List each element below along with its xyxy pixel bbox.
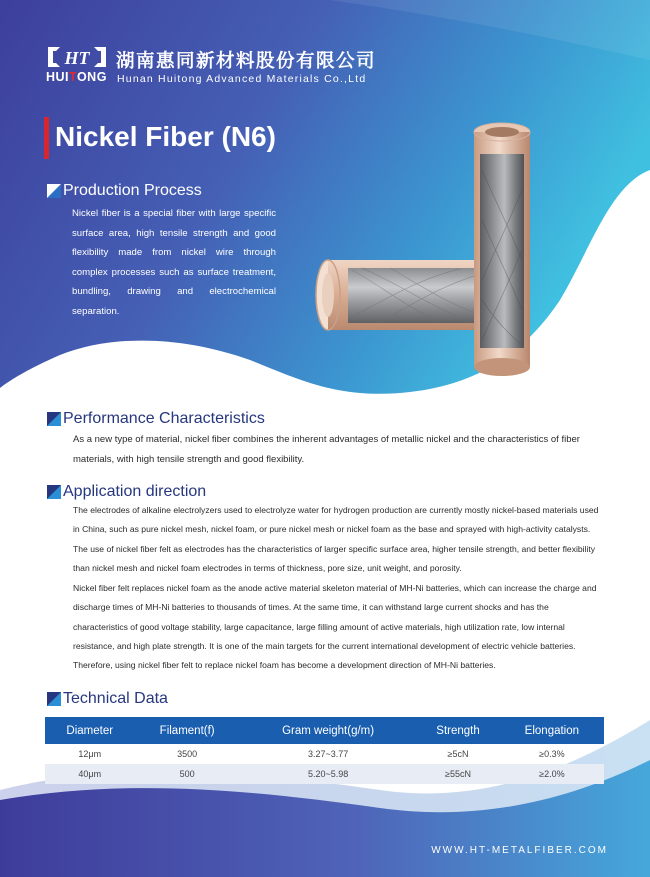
- svg-text:HT: HT: [64, 48, 90, 68]
- technical-data-heading: Technical Data: [63, 690, 168, 707]
- column-header-filament: Filament(f): [134, 717, 239, 744]
- table-cell: 500: [134, 764, 239, 784]
- column-header-diameter: Diameter: [45, 717, 134, 744]
- table-cell: 3.27~3.77: [307, 749, 349, 759]
- table-cell: ≥55cN: [416, 764, 499, 784]
- table-cell: 5.20~5.98: [240, 764, 416, 784]
- company-logo: [46, 44, 108, 88]
- website-url: WWW.HT-METALFIBER.COM: [431, 845, 608, 856]
- table-cell: 3500: [177, 749, 198, 759]
- column-header-strength: Strength: [416, 717, 499, 744]
- table-cell: ≥5cN: [447, 749, 469, 759]
- table-row: [45, 744, 604, 764]
- table-cell: 12μm: [78, 749, 102, 759]
- production-process-text: Nickel fiber is a special fiber with large specific surface area, high tensile strength and good flexibility made from nickel wire through complex processes such as surface treatment, bundling, drawing and electrochemical separation.: [72, 208, 276, 317]
- table-cell: 40μm: [45, 764, 134, 784]
- application-direction-text-2: Nickel fiber felt replaces nickel foam as the anode active material skeleton material of MH-Ni batteries, which can increase the charge and discharge times of MH-Ni batteries to thousands of times. At the same time, it can withstand large current shocks and has the characteristics of good voltage stability, large capacitance, large filling amount of active materials, high utilization rate, low internal resistance, and high plate strength. It is one of the main targets for the current international development of electric vehicle batteries. Therefore, using nickel fiber felt to replace nickel foam has become a development direction of MH-Ni batteries.: [73, 583, 597, 671]
- section-triangle-icon: [47, 485, 61, 499]
- page-title: Nickel Fiber (N6): [55, 121, 276, 152]
- application-direction-heading: Application direction: [63, 483, 207, 500]
- company-name-english: Hunan Huitong Advanced Materials Co.,Ltd: [117, 73, 367, 85]
- performance-characteristics-text: As a new type of material, nickel fiber combines the inherent advantages of metallic nickel and the characteristics of fiber materials, with high tensile strength and good flexibility.: [73, 434, 580, 465]
- section-triangle-icon: [47, 692, 61, 706]
- nickel-fiber-spools-image: [300, 110, 630, 390]
- table-cell: ≥2.0%: [500, 764, 604, 784]
- table-row: [45, 764, 604, 784]
- column-header-elongation: Elongation: [500, 717, 604, 744]
- column-header-gram-weight: Gram weight(g/m): [240, 717, 416, 744]
- company-name-chinese: 湖南惠同新材料股份有限公司: [116, 51, 377, 72]
- title-accent-bar: [44, 117, 49, 159]
- table-cell: ≥0.3%: [539, 749, 565, 759]
- table-header-row: [45, 717, 604, 744]
- technical-data-table: [45, 717, 604, 784]
- application-direction-text-1: The electrodes of alkaline electrolyzers used to electrolyze water for hydrogen production are currently mostly nickel-based materials used in China, such as pure nickel mesh, nickel foam, or pure nickel mesh or nickel foam as the base and sprayed with high-activity catalysts. The use of nickel fiber felt as electrodes has the characteristics of larger specific surface area, higher tensile strength, and better flexibility than nickel mesh and nickel foam electrodes in terms of thickness, pore size, unit weight, and porosity.: [73, 505, 599, 573]
- section-triangle-icon: [47, 184, 61, 198]
- section-triangle-icon: [47, 412, 61, 426]
- logo-wordmark: HUITONG: [46, 70, 107, 84]
- performance-characteristics-heading: Performance Characteristics: [63, 410, 265, 427]
- production-process-heading: Production Process: [63, 182, 202, 199]
- logo-mark-icon: [46, 44, 108, 70]
